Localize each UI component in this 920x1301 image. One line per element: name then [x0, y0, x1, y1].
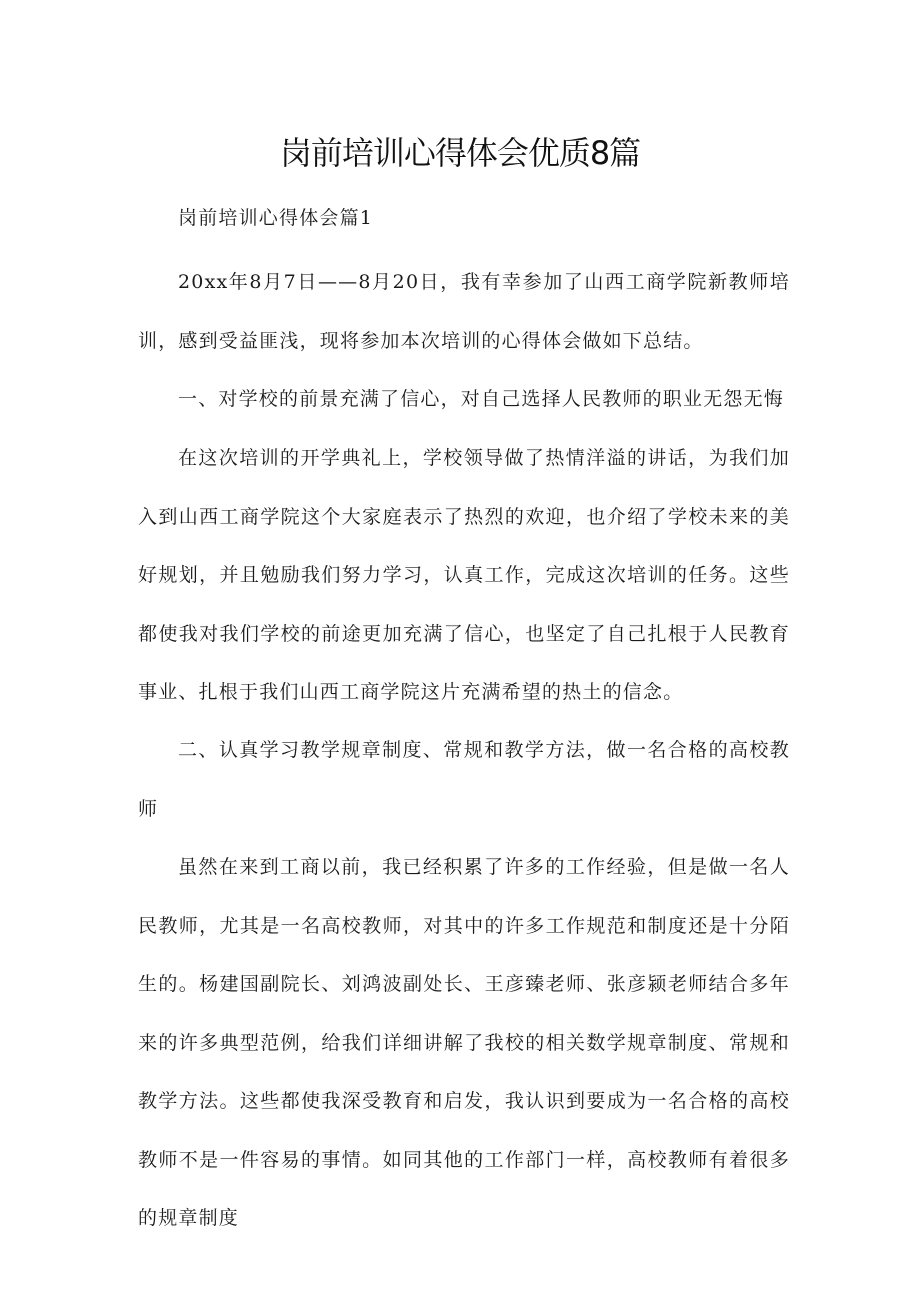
section-title: 岗前培训心得体会篇1	[178, 207, 374, 229]
paragraph-one: 在这次培训的开学典礼上，学校领导做了热情洋溢的讲话，为我们加入到山西工商学院这个大家庭表示了热烈的欢迎，也介绍了学校未来的美好规划，并且勉励我们努力学习，认真工作，完成这次培训的任务。这些都使我对我们学校的前途更加充满了信心，也坚定了自己扎根于人民教育事业、扎根于我们山西工商学院这片充满希望的热土的信念。	[138, 447, 790, 703]
paragraph-intro: 20xx年8月7日——8月20日，我有幸参加了山西工商学院新教师培训，感到受益匪浅，现将参加本次培训的心得体会做如下总结。	[138, 271, 790, 352]
document-title: 岗前培训心得体会优质8篇	[279, 134, 641, 172]
heading-one: 一、对学校的前景充满了信心，对自己选择人民教师的职业无怨无悔	[178, 388, 785, 410]
heading-two: 二、认真学习教学规章制度、常规和教学方法，做一名合格的高校教师	[138, 739, 790, 820]
paragraph-two: 虽然在来到工商以前，我已经积累了许多的工作经验，但是做一名人民教师，尤其是一名高校教师，对其中的许多工作规范和制度还是十分陌生的。杨建国副院长、刘鸿波副处长、王彦臻老师、张彦颍老师结合多年来的许多典型范例，给我们详细讲解了我校的相关数学规章制度、常规和教学方法。这些都使我深受教育和启发，我认识到要成为一名合格的高校教师不是一件容易的事情。如同其他的工作部门一样，高校教师有着很多的规章制度	[138, 856, 790, 1229]
